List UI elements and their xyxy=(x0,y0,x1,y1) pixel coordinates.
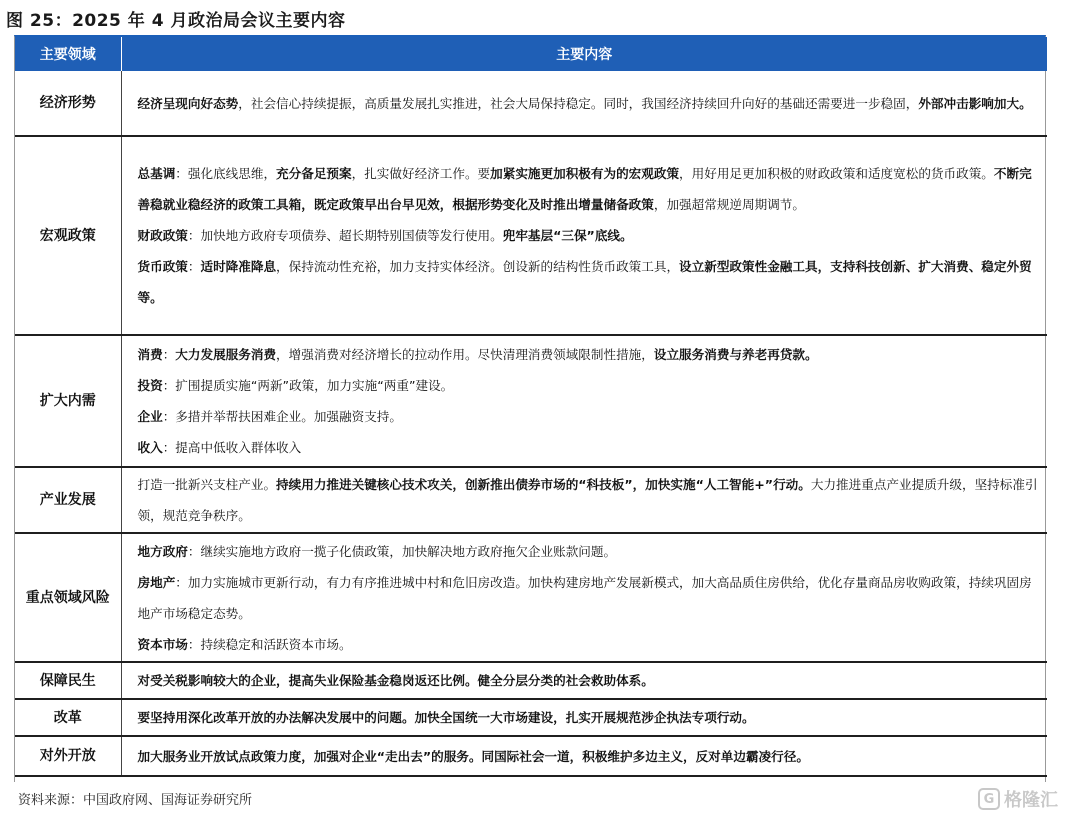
table-row xyxy=(15,533,1047,662)
table-row xyxy=(15,71,1047,136)
emphasis-text: 投资 xyxy=(137,378,163,393)
body-text: ，保持流动性充裕，加力支持实体经济。创设新的结构性货币政策工具， xyxy=(276,259,680,274)
body-text: ，扎实做好经济工作。要 xyxy=(351,166,491,181)
emphasis-text: 要坚持用深化改革开放的办法解决发展中的问题。加快全国统一大市场建设，扎实开展规范涉企执法专项行动。 xyxy=(137,710,755,725)
body-text: ：继续实施地方政府一揽子化债政策，加快解决地方政府拖欠企业账款问题。 xyxy=(187,543,617,559)
table-row xyxy=(15,662,1047,699)
emphasis-text: 适时降准降息 xyxy=(200,259,277,274)
row-category: 对外开放 xyxy=(15,736,121,776)
table-row xyxy=(15,736,1047,776)
body-text: 大力推进重点产业提质升级，坚持标准引领，规范竞争秩序。 xyxy=(137,477,1038,523)
policy-table-grid xyxy=(15,37,1047,777)
emphasis-text: 地方政府 xyxy=(137,543,188,559)
watermark-text: 格隆汇 xyxy=(1004,790,1058,811)
row-category: 保障民生 xyxy=(15,662,121,699)
row-content xyxy=(121,335,1047,467)
content-paragraph xyxy=(138,741,1043,772)
body-text: ： xyxy=(162,347,176,362)
table-row xyxy=(15,467,1047,533)
content-paragraph xyxy=(138,629,1043,660)
body-text: ，增强消费对经济增长的拉动作用。尽快清理消费领域限制性措施， xyxy=(276,347,654,362)
body-text: ，加强超常规逆周期调节。 xyxy=(653,197,805,212)
emphasis-text: 兜牢基层“三保”底线。 xyxy=(502,228,633,243)
table-row xyxy=(15,335,1047,467)
emphasis-text: 外部冲击影响加大。 xyxy=(918,95,1032,111)
emphasis-text: 对受关税影响较大的企业，提高失业保险基金稳岗返还比例。健全分层分类的社会救助体系。 xyxy=(137,673,654,688)
row-category: 改革 xyxy=(15,699,121,736)
row-content xyxy=(121,136,1047,335)
emphasis-text: 收入 xyxy=(137,440,163,455)
row-content xyxy=(121,533,1047,662)
emphasis-text: 加紧实施更加积极有为的宏观政策 xyxy=(490,166,680,181)
emphasis-text: 设立新型政策性金融工具，支持科技创新、扩大消费、稳定外贸等。 xyxy=(137,259,1032,305)
content-paragraph xyxy=(138,158,1043,220)
body-text: 打造一批新兴支柱产业。 xyxy=(137,477,277,492)
body-text: ：多措并举帮扶困难企业。加强融资支持。 xyxy=(162,409,402,424)
watermark-logo-icon: G xyxy=(978,788,1000,810)
body-text: ：扩围提质实施“两新”政策，加力实施“两重”建设。 xyxy=(162,378,454,393)
emphasis-text: 设立服务消费与养老再贷款。 xyxy=(653,347,818,362)
row-content xyxy=(121,736,1047,776)
body-text: ：加快地方政府专项债券、超长期特别国债等发行使用。 xyxy=(187,228,503,243)
row-category: 宏观政策 xyxy=(15,136,121,335)
content-paragraph xyxy=(138,432,1043,463)
content-paragraph xyxy=(138,339,1043,370)
row-category: 产业发展 xyxy=(15,467,121,533)
row-category: 扩大内需 xyxy=(15,335,121,467)
watermark xyxy=(978,786,1058,812)
emphasis-text: 加大服务业开放试点政策力度，加强对企业“走出去”的服务。同国际社会一道，积极维护多边主义，反对单边霸凌行径。 xyxy=(137,748,809,764)
body-text: ：强化底线思维， xyxy=(175,166,277,181)
body-text: ：提高中低收入群体收入 xyxy=(162,440,302,455)
row-category: 重点领域风险 xyxy=(15,533,121,662)
row-content xyxy=(121,467,1047,533)
emphasis-text: 货币政策 xyxy=(137,259,188,274)
content-paragraph xyxy=(138,567,1043,629)
emphasis-text: 不断完善稳就业稳经济的政策工具箱，既定政策早出台早见效，根据形势变化及时推出增量储备政策 xyxy=(137,166,1032,212)
content-paragraph xyxy=(138,665,1043,696)
row-content xyxy=(121,662,1047,699)
content-paragraph xyxy=(138,370,1043,401)
content-paragraph xyxy=(138,401,1043,432)
emphasis-text: 经济呈现向好态势 xyxy=(137,95,239,111)
table-row xyxy=(15,136,1047,335)
emphasis-text: 总基调 xyxy=(137,166,176,181)
body-text: ： xyxy=(187,259,201,274)
body-text: ，用好用足更加积极的财政政策和适度宽松的货币政策。 xyxy=(679,166,994,181)
header-content: 主要内容 xyxy=(121,37,1047,71)
table-header-row xyxy=(15,37,1047,71)
policy-table xyxy=(14,35,1046,782)
emphasis-text: 消费 xyxy=(137,347,163,362)
content-paragraph xyxy=(138,220,1043,251)
content-paragraph xyxy=(138,251,1043,313)
figure-title: 图 25：2025 年 4 月政治局会议主要内容 xyxy=(6,11,346,31)
emphasis-text: 财政政策 xyxy=(137,228,188,243)
row-content xyxy=(121,699,1047,736)
table-row xyxy=(15,699,1047,736)
content-paragraph xyxy=(138,469,1043,531)
row-category: 经济形势 xyxy=(15,71,121,136)
row-content xyxy=(121,71,1047,136)
source-note: 资料来源：中国政府网、国海证券研究所 xyxy=(18,793,253,808)
emphasis-text: 充分备足预案 xyxy=(276,166,352,181)
emphasis-text: 房地产 xyxy=(137,574,176,590)
content-paragraph xyxy=(138,536,1043,567)
body-text: ，社会信心持续提振，高质量发展扎实推进，社会大局保持稳定。同时，我国经济持续回升向好的基础还需要进一步稳固， xyxy=(238,95,919,111)
emphasis-text: 大力发展服务消费 xyxy=(175,347,277,362)
content-paragraph xyxy=(138,88,1043,119)
emphasis-text: 企业 xyxy=(137,409,163,424)
content-paragraph xyxy=(138,702,1043,733)
body-text: ：加力实施城市更新行动，有力有序推进城中村和危旧房改造。加快构建房地产发展新模式，加大高品质住房供给，优化存量商品房收购政策，持续巩固房地产市场稳定态势。 xyxy=(137,574,1032,621)
body-text: ：持续稳定和活跃资本市场。 xyxy=(187,636,352,652)
header-domain: 主要领域 xyxy=(15,37,121,71)
table-body xyxy=(15,71,1047,776)
emphasis-text: 持续用力推进关键核心技术攻关，创新推出债券市场的“科技板”，加快实施“人工智能+”行动。 xyxy=(276,477,811,492)
emphasis-text: 资本市场 xyxy=(137,636,188,652)
